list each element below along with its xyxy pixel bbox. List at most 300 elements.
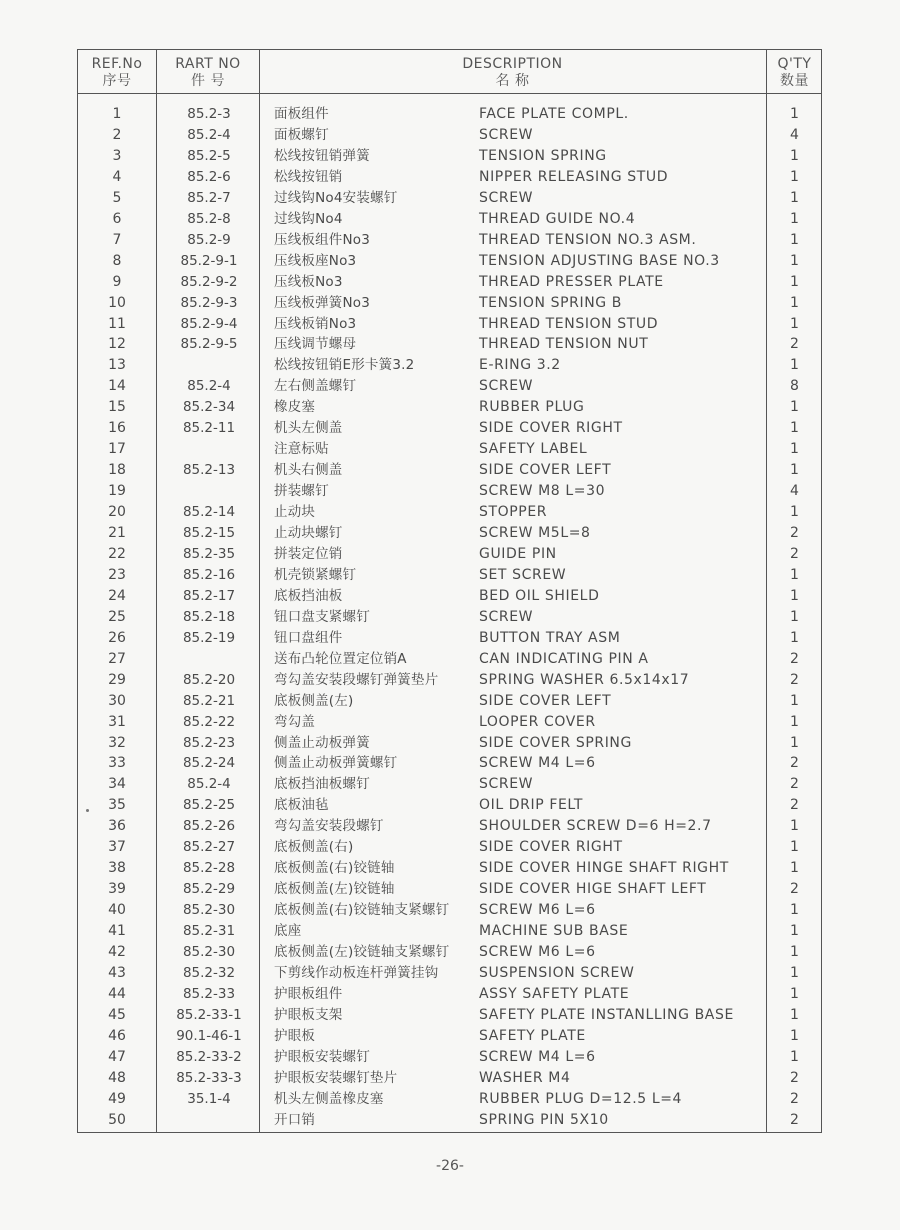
cell-description-cn: 过线钩No4 — [274, 210, 343, 227]
cell-quantity: 1 — [790, 294, 799, 311]
cell-description-cn: 拼装螺钉 — [274, 483, 329, 500]
cell-ref-no: 24 — [108, 587, 126, 604]
cell-part-no: 85.2-33-1 — [176, 1006, 242, 1023]
table-row — [78, 272, 821, 293]
cell-quantity: 1 — [790, 147, 799, 164]
cell-description-en: SET SCREW — [479, 566, 567, 583]
table-row — [78, 942, 821, 963]
cell-description-en: CAN INDICATING PIN A — [479, 650, 649, 667]
cell-part-no: 85.2-4 — [187, 776, 231, 793]
cell-part-no: 85.2-6 — [187, 168, 231, 185]
cell-quantity: 1 — [790, 231, 799, 248]
cell-quantity: 1 — [790, 923, 799, 940]
table-row — [78, 858, 821, 879]
table-row — [78, 837, 821, 858]
cell-ref-no: 27 — [108, 650, 126, 667]
cell-description-cn: 弯勾盖 — [274, 713, 316, 730]
cell-ref-no: 35 — [108, 797, 126, 814]
cell-description-en: SCREW — [479, 126, 534, 143]
cell-description-cn: 松线按钮销弹簧 — [274, 147, 370, 164]
cell-description-en: SAFETY LABEL — [479, 441, 588, 458]
cell-quantity: 1 — [790, 964, 799, 981]
cell-ref-no: 19 — [108, 483, 126, 500]
table-row — [78, 753, 821, 774]
cell-description-cn: 止动块螺钉 — [274, 525, 343, 541]
cell-ref-no: 34 — [108, 776, 126, 793]
cell-description-en: GUIDE PIN — [479, 545, 557, 562]
cell-quantity: 1 — [790, 818, 799, 835]
cell-description-en: BUTTON TRAY ASM — [479, 629, 621, 646]
cell-description-cn: 钮口盘支紧螺钉 — [274, 608, 370, 625]
cell-description-en: SPRING PIN 5X10 — [479, 1111, 609, 1128]
cell-ref-no: 18 — [108, 462, 126, 479]
cell-description-en: SCREW M4 L=6 — [479, 1048, 596, 1065]
cell-description-cn: 过线钩No4安装螺钉 — [274, 189, 398, 206]
cell-description-en: SIDE COVER RIGHT — [479, 420, 623, 437]
cell-description-cn: 底板油毡 — [274, 797, 329, 814]
cell-ref-no: 9 — [112, 273, 122, 290]
cell-quantity: 1 — [790, 1006, 799, 1023]
cell-description-cn: 压线调节螺母 — [274, 336, 357, 353]
page-number: -26- — [436, 1158, 464, 1174]
cell-part-no: 85.2-9-5 — [180, 336, 238, 353]
cell-description-cn: 钮口盘组件 — [274, 629, 343, 646]
cell-quantity: 1 — [790, 902, 799, 919]
cell-part-no: 85.2-9-1 — [180, 252, 238, 269]
cell-part-no: 85.2-17 — [182, 587, 236, 604]
header-desc-cn: 名 称 — [495, 73, 530, 89]
cell-quantity: 1 — [790, 839, 799, 856]
cell-quantity: 1 — [790, 860, 799, 877]
table-row — [78, 502, 821, 523]
cell-description-cn: 机头左侧盖橡皮塞 — [274, 1090, 384, 1107]
cell-description-cn: 橡皮塞 — [274, 399, 316, 416]
cell-part-no: 85.2-33 — [182, 985, 236, 1002]
cell-quantity: 4 — [790, 483, 799, 500]
cell-description-en: OIL DRIP FELT — [479, 797, 584, 814]
table-row — [78, 523, 821, 544]
cell-quantity: 2 — [790, 797, 799, 814]
cell-ref-no: 25 — [108, 608, 126, 625]
table-row — [78, 397, 821, 418]
cell-description-cn: 底板侧盖(右)铰链轴 — [274, 860, 395, 877]
cell-description-cn: 护眼板安装螺钉垫片 — [274, 1069, 398, 1086]
cell-ref-no: 32 — [108, 734, 126, 751]
cell-ref-no: 6 — [112, 210, 122, 227]
header-ref-en: REF.No — [91, 56, 143, 72]
cell-description-en: SIDE COVER SPRING — [479, 734, 632, 751]
cell-description-en: THREAD GUIDE NO.4 — [479, 210, 636, 227]
cell-ref-no: 39 — [108, 881, 126, 898]
cell-ref-no: 20 — [108, 504, 126, 521]
cell-description-cn: 底座 — [274, 923, 302, 940]
header-ref-cn: 序号 — [102, 73, 132, 89]
table-row — [78, 481, 821, 502]
table-row — [78, 649, 821, 670]
cell-ref-no: 46 — [108, 1027, 126, 1044]
cell-part-no: 85.2-18 — [182, 608, 236, 625]
cell-ref-no: 50 — [108, 1111, 126, 1128]
cell-quantity: 1 — [790, 504, 799, 521]
cell-description-cn: 压线板弹簧No3 — [274, 294, 371, 311]
table-row — [78, 1026, 821, 1047]
cell-part-no: 85.2-35 — [182, 545, 236, 562]
cell-description-en: TENSION ADJUSTING BASE NO.3 — [479, 252, 720, 269]
cell-quantity: 2 — [790, 755, 799, 772]
cell-quantity: 1 — [790, 315, 799, 332]
cell-description-cn: 护眼板组件 — [274, 985, 343, 1002]
cell-quantity: 1 — [790, 1027, 799, 1044]
cell-description-en: SAFETY PLATE — [479, 1027, 586, 1044]
cell-description-en: SIDE COVER LEFT — [479, 462, 612, 479]
cell-part-no: 85.2-16 — [182, 566, 236, 583]
cell-part-no: 85.2-26 — [182, 818, 236, 835]
cell-part-no: 85.2-8 — [187, 210, 231, 227]
cell-part-no: 85.2-21 — [182, 692, 236, 709]
cell-ref-no: 22 — [108, 545, 126, 562]
cell-quantity: 2 — [790, 776, 799, 793]
cell-description-cn: 护眼板支架 — [274, 1006, 343, 1023]
cell-quantity: 1 — [790, 587, 799, 604]
cell-description-en: WASHER M4 — [479, 1069, 571, 1086]
cell-description-en: THREAD TENSION STUD — [479, 315, 659, 332]
table-row — [78, 314, 821, 335]
cell-description-en: SCREW — [479, 378, 534, 395]
cell-ref-no: 15 — [108, 399, 126, 416]
table-row — [78, 355, 821, 376]
cell-quantity: 2 — [790, 1069, 799, 1086]
cell-description-en: SUSPENSION SCREW — [479, 964, 635, 981]
table-row — [78, 1047, 821, 1068]
table-row — [78, 104, 821, 125]
cell-description-cn: 注意标贴 — [274, 441, 329, 458]
cell-part-no: 85.2-30 — [182, 902, 236, 919]
header-qty-cn: 数量 — [780, 73, 809, 89]
cell-ref-no: 36 — [108, 818, 126, 835]
scan-speck — [86, 809, 89, 812]
cell-part-no: 85.2-28 — [182, 860, 236, 877]
cell-part-no: 85.2-4 — [187, 126, 231, 143]
cell-part-no: 85.2-31 — [182, 923, 236, 940]
cell-ref-no: 40 — [108, 902, 126, 919]
cell-ref-no: 12 — [108, 336, 126, 353]
cell-quantity: 1 — [790, 357, 799, 374]
cell-description-cn: 护眼板安装螺钉 — [274, 1048, 370, 1065]
table-row — [78, 565, 821, 586]
cell-part-no: 85.2-30 — [182, 944, 236, 960]
parts-list-table — [77, 49, 822, 1133]
cell-description-cn: 底板挡油板 — [274, 587, 343, 604]
cell-part-no: 85.2-23 — [182, 734, 236, 751]
cell-quantity: 1 — [790, 210, 799, 227]
table-row — [78, 691, 821, 712]
cell-description-cn: 弯勾盖安装段螺钉 — [274, 818, 384, 835]
cell-quantity: 1 — [790, 944, 799, 960]
cell-quantity: 1 — [790, 1048, 799, 1065]
cell-ref-no: 31 — [108, 713, 126, 730]
cell-description-en: SCREW M6 L=6 — [479, 944, 596, 960]
cell-description-en: MACHINE SUB BASE — [479, 923, 629, 940]
cell-description-cn: 底板挡油板螺钉 — [274, 776, 370, 793]
cell-ref-no: 7 — [112, 231, 122, 248]
cell-part-no: 85.2-29 — [182, 881, 236, 898]
cell-quantity: 1 — [790, 713, 799, 730]
table-row — [78, 712, 821, 733]
cell-part-no: 85.2-13 — [182, 462, 236, 479]
cell-part-no: 85.2-27 — [182, 839, 236, 856]
cell-description-en: SCREW M6 L=6 — [479, 902, 596, 919]
cell-ref-no: 5 — [112, 189, 122, 206]
cell-description-cn: 底板侧盖(右)铰链轴支紧螺钉 — [274, 902, 450, 919]
cell-description-en: SIDE COVER RIGHT — [479, 839, 623, 856]
cell-quantity: 1 — [790, 692, 799, 709]
table-row — [78, 293, 821, 314]
cell-part-no: 85.2-9-3 — [180, 294, 238, 311]
cell-description-en: NIPPER RELEASING STUD — [479, 168, 669, 185]
cell-quantity: 1 — [790, 252, 799, 269]
cell-quantity: 2 — [790, 881, 799, 898]
cell-part-no: 85.2-3 — [187, 106, 231, 122]
cell-part-no: 35.1-4 — [187, 1090, 231, 1107]
cell-description-cn: 侧盖止动板弹簧螺钉 — [274, 755, 398, 772]
cell-description-en: E-RING 3.2 — [479, 357, 561, 374]
header-part-cn: 件 号 — [191, 73, 225, 89]
cell-description-en: SPRING WASHER 6.5x14x17 — [479, 671, 690, 688]
cell-description-en: THREAD TENSION NO.3 ASM. — [479, 231, 697, 248]
cell-description-en: SCREW M4 L=6 — [479, 755, 596, 772]
cell-quantity: 2 — [790, 1111, 799, 1128]
cell-quantity: 1 — [790, 399, 799, 416]
table-row — [78, 1005, 821, 1026]
cell-ref-no: 1 — [112, 106, 122, 122]
table-row — [78, 188, 821, 209]
cell-quantity: 1 — [790, 734, 799, 751]
cell-quantity: 1 — [790, 566, 799, 583]
cell-part-no: 85.2-15 — [182, 525, 236, 541]
cell-quantity: 1 — [790, 420, 799, 437]
cell-part-no: 85.2-24 — [182, 755, 236, 772]
cell-ref-no: 3 — [112, 147, 122, 164]
cell-ref-no: 47 — [108, 1048, 126, 1065]
cell-ref-no: 4 — [112, 168, 122, 185]
table-row — [78, 670, 821, 691]
cell-ref-no: 2 — [112, 126, 122, 143]
cell-quantity: 1 — [790, 106, 799, 122]
header-desc-en: DESCRIPTION — [462, 56, 563, 72]
cell-description-cn: 底板侧盖(右) — [274, 839, 354, 856]
cell-description-en: RUBBER PLUG D=12.5 L=4 — [479, 1090, 683, 1107]
table-row — [78, 460, 821, 481]
cell-description-en: SCREW — [479, 189, 534, 206]
cell-quantity: 4 — [790, 126, 799, 143]
cell-ref-no: 41 — [108, 923, 126, 940]
cell-ref-no: 37 — [108, 839, 126, 856]
cell-description-cn: 开口销 — [274, 1111, 316, 1128]
table-row — [78, 209, 821, 230]
cell-description-en: THREAD PRESSER PLATE — [479, 273, 664, 290]
cell-description-cn: 送布凸轮位置定位销A — [274, 650, 407, 667]
cell-part-no: 85.2-22 — [182, 713, 236, 730]
cell-description-en: TENSION SPRING B — [479, 294, 622, 311]
cell-quantity: 2 — [790, 545, 799, 562]
header-quantity — [766, 54, 823, 92]
cell-part-no: 85.2-19 — [182, 629, 236, 646]
cell-description-en: BED OIL SHIELD — [479, 587, 600, 604]
header-divider — [78, 93, 821, 94]
cell-quantity: 2 — [790, 671, 799, 688]
cell-quantity: 1 — [790, 985, 799, 1002]
cell-description-cn: 松线按钮销E形卡簧3.2 — [274, 357, 415, 374]
cell-description-cn: 面板螺钉 — [274, 126, 329, 143]
cell-description-cn: 底板侧盖(左) — [274, 692, 354, 709]
cell-ref-no: 11 — [108, 315, 126, 332]
cell-description-en: FACE PLATE COMPL. — [479, 106, 629, 122]
cell-quantity: 1 — [790, 189, 799, 206]
cell-ref-no: 45 — [108, 1006, 126, 1023]
cell-description-cn: 下剪线作动板连杆弹簧挂钩 — [274, 964, 439, 981]
cell-description-en: SCREW M8 L=30 — [479, 483, 606, 500]
cell-description-en: STOPPER — [479, 504, 548, 521]
cell-part-no: 85.2-9-2 — [180, 273, 238, 290]
cell-description-en: SCREW M5L=8 — [479, 525, 591, 541]
cell-part-no: 85.2-34 — [182, 399, 236, 416]
cell-description-en: ASSY SAFETY PLATE — [479, 985, 630, 1002]
cell-quantity: 1 — [790, 608, 799, 625]
cell-quantity: 2 — [790, 336, 799, 353]
cell-part-no: 85.2-14 — [182, 504, 236, 521]
table-row — [78, 816, 821, 837]
table-row — [78, 1068, 821, 1089]
cell-ref-no: 29 — [108, 671, 126, 688]
cell-part-no: 85.2-32 — [182, 964, 236, 981]
table-row — [78, 439, 821, 460]
cell-ref-no: 42 — [108, 944, 126, 960]
cell-part-no: 85.2-33-2 — [176, 1048, 242, 1065]
cell-ref-no: 13 — [108, 357, 126, 374]
cell-description-cn: 侧盖止动板弹簧 — [274, 734, 370, 751]
table-row — [78, 125, 821, 146]
cell-quantity: 2 — [790, 1090, 799, 1107]
cell-ref-no: 49 — [108, 1090, 126, 1107]
cell-description-cn: 机头左侧盖 — [274, 420, 343, 437]
table-row — [78, 984, 821, 1005]
cell-part-no: 85.2-9-4 — [180, 315, 238, 332]
cell-description-cn: 压线板销No3 — [274, 315, 357, 332]
table-row — [78, 879, 821, 900]
cell-description-en: TENSION SPRING — [479, 147, 607, 164]
table-row — [78, 774, 821, 795]
cell-description-cn: 左右侧盖螺钉 — [274, 378, 357, 395]
cell-part-no: 85.2-25 — [182, 797, 236, 814]
table-row — [78, 607, 821, 628]
cell-description-cn: 弯勾盖安装段螺钉弹簧垫片 — [274, 671, 439, 688]
header-part-no — [158, 54, 258, 92]
cell-ref-no: 33 — [108, 755, 126, 772]
cell-part-no: 85.2-11 — [182, 420, 236, 437]
cell-description-cn: 压线板组件No3 — [274, 231, 371, 248]
header-description — [259, 54, 766, 92]
cell-description-cn: 机头右侧盖 — [274, 462, 343, 479]
cell-ref-no: 21 — [108, 525, 126, 541]
cell-description-cn: 底板侧盖(左)铰链轴 — [274, 881, 395, 898]
cell-quantity: 8 — [790, 378, 799, 395]
cell-ref-no: 10 — [108, 294, 126, 311]
cell-part-no: 85.2-7 — [187, 189, 231, 206]
cell-description-en: SIDE COVER HIGE SHAFT LEFT — [479, 881, 707, 898]
table-row — [78, 334, 821, 355]
cell-quantity: 1 — [790, 629, 799, 646]
cell-part-no: 85.2-4 — [187, 378, 231, 395]
cell-description-en: SAFETY PLATE INSTANLLING BASE — [479, 1006, 734, 1023]
cell-quantity: 1 — [790, 168, 799, 185]
table-row — [78, 586, 821, 607]
cell-ref-no: 38 — [108, 860, 126, 877]
cell-ref-no: 23 — [108, 566, 126, 583]
table-row — [78, 230, 821, 251]
cell-part-no: 85.2-9 — [187, 231, 231, 248]
cell-description-en: SIDE COVER HINGE SHAFT RIGHT — [479, 860, 729, 877]
table-row — [78, 900, 821, 921]
cell-part-no: 85.2-33-3 — [176, 1069, 242, 1086]
cell-description-en: LOOPER COVER — [479, 713, 596, 730]
cell-ref-no: 14 — [108, 378, 126, 395]
cell-description-cn: 底板侧盖(左)铰链轴支紧螺钉 — [274, 944, 450, 960]
table-row — [78, 418, 821, 439]
cell-description-cn: 压线板No3 — [274, 273, 343, 290]
cell-ref-no: 17 — [108, 441, 126, 458]
table-row — [78, 146, 821, 167]
table-row — [78, 167, 821, 188]
cell-description-en: SCREW — [479, 608, 534, 625]
cell-description-en: SIDE COVER LEFT — [479, 692, 612, 709]
table-row — [78, 795, 821, 816]
cell-ref-no: 26 — [108, 629, 126, 646]
table-row — [78, 376, 821, 397]
cell-description-cn: 面板组件 — [274, 106, 329, 122]
cell-description-cn: 压线板座No3 — [274, 252, 357, 269]
header-qty-en: Q'TY — [777, 56, 812, 72]
cell-part-no: 85.2-20 — [182, 671, 236, 688]
cell-ref-no: 44 — [108, 985, 126, 1002]
cell-description-cn: 机壳锁紧螺钉 — [274, 566, 357, 583]
cell-part-no: 90.1-46-1 — [176, 1027, 242, 1044]
cell-description-en: SCREW — [479, 776, 534, 793]
cell-description-cn: 拼装定位销 — [274, 545, 343, 562]
table-row — [78, 963, 821, 984]
table-row — [78, 628, 821, 649]
cell-ref-no: 8 — [112, 252, 122, 269]
table-row — [78, 544, 821, 565]
cell-ref-no: 43 — [108, 964, 126, 981]
table-row — [78, 1110, 821, 1131]
cell-quantity: 1 — [790, 462, 799, 479]
table-row — [78, 251, 821, 272]
cell-description-en: RUBBER PLUG — [479, 399, 585, 416]
cell-description-cn: 护眼板 — [274, 1027, 316, 1044]
table-row — [78, 733, 821, 754]
header-ref-no — [78, 54, 156, 92]
cell-description-en: SHOULDER SCREW D=6 H=2.7 — [479, 818, 712, 835]
cell-quantity: 1 — [790, 441, 799, 458]
cell-quantity: 2 — [790, 650, 799, 667]
cell-ref-no: 48 — [108, 1069, 126, 1086]
cell-ref-no: 16 — [108, 420, 126, 437]
cell-quantity: 1 — [790, 273, 799, 290]
cell-ref-no: 30 — [108, 692, 126, 709]
cell-description-cn: 止动块 — [274, 504, 316, 521]
cell-part-no: 85.2-5 — [187, 147, 231, 164]
table-row — [78, 921, 821, 942]
